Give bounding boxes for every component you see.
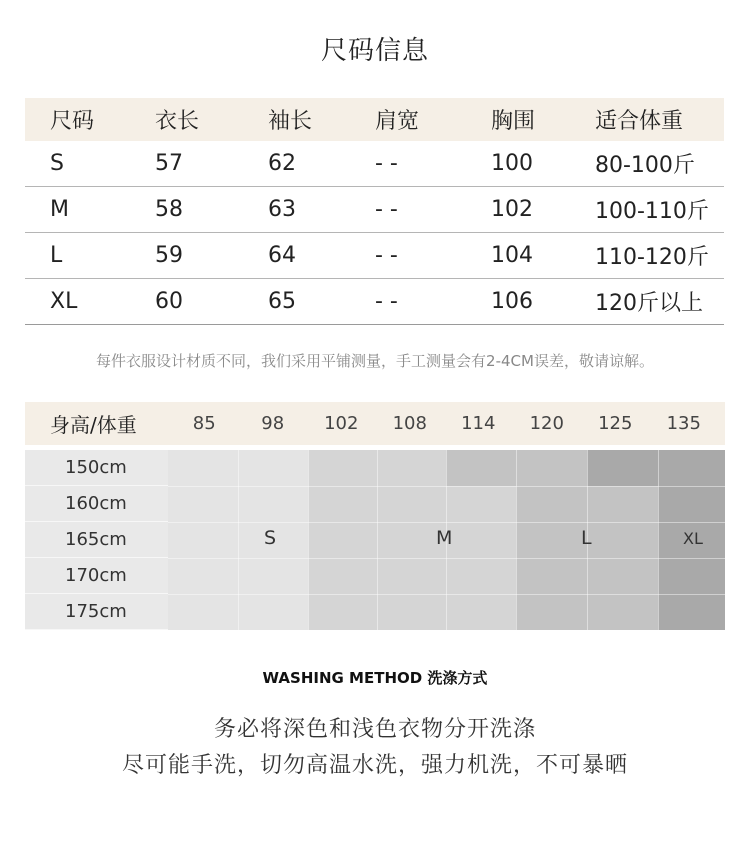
size-table [25,98,724,325]
shoulder-cell: - - [375,151,398,176]
weight-label: 135 [666,413,701,434]
size-cell: L [50,243,63,268]
size-cell: M [50,197,69,222]
header-cell: 肩宽 [375,109,420,134]
zone-label-l: L [581,527,592,549]
table-row [25,279,724,325]
grid-line [168,594,725,595]
grid-line [168,522,725,523]
zone-label-s: S [264,527,277,549]
weight-cell: 110-120斤 [595,245,709,270]
weight-cell: 120斤以上 [595,291,703,316]
shoulder-cell: - - [375,197,398,222]
fit-chart-header [25,402,725,445]
chest-cell: 102 [491,197,533,222]
length-cell: 59 [155,243,183,268]
weight-label: 85 [192,413,216,434]
grid-line [658,450,659,630]
size-cell: S [50,151,64,176]
table-row [25,233,724,279]
weight-label: 108 [392,413,427,434]
length-cell: 57 [155,151,183,176]
grid-line [168,486,725,487]
header-cell: 适合体重 [595,109,684,134]
length-cell: 58 [155,197,183,222]
grid-line [377,450,378,630]
table-row [25,187,724,233]
sleeve-cell: 62 [268,151,296,176]
weight-cell: 100-110斤 [595,199,709,224]
grid-line [308,450,309,630]
weight-label: 114 [461,413,496,434]
weight-label: 102 [324,413,359,434]
zone-label-xl: XL [683,529,703,548]
shoulder-cell: - - [375,289,398,314]
size-table-header [25,98,724,141]
height-label: 175cm [25,594,168,630]
washing-title: WASHING METHOD 洗涤方式 [262,669,488,687]
weight-cell: 80-100斤 [595,153,695,178]
weight-label: 125 [598,413,633,434]
grid-line [238,450,239,630]
sleeve-cell: 63 [268,197,296,222]
length-cell: 60 [155,289,183,314]
weight-label: 98 [261,413,285,434]
size-cell: XL [50,289,78,314]
header-cell: 袖长 [268,109,313,134]
height-label: 150cm [25,450,168,486]
sleeve-cell: 65 [268,289,296,314]
fit-chart-grid [25,450,725,630]
sleeve-cell: 64 [268,243,296,268]
washing-line: 尽可能手洗，切勿高温水洗，强力机洗，不可暴晒 [121,753,628,778]
chest-cell: 100 [491,151,533,176]
chest-cell: 104 [491,243,533,268]
shoulder-cell: - - [375,243,398,268]
header-cell: 尺码 [50,109,95,134]
size-zone-xl-top [587,450,658,486]
header-cell: 胸围 [491,109,536,134]
fit-chart [25,402,725,630]
height-label: 160cm [25,486,168,522]
chest-cell: 106 [491,289,533,314]
measurement-note: 每件衣服设计材质不同，我们采用平铺测量，手工测量会有2-4CM误差，敬请谅解。 [96,352,654,370]
height-label: 170cm [25,558,168,594]
height-weight-label: 身高/体重 [50,413,137,437]
page-title: 尺码信息 [320,36,429,66]
grid-line [168,558,725,559]
washing-line: 务必将深色和浅色衣物分开洗涤 [213,717,536,742]
weight-label: 120 [529,413,564,434]
height-label: 165cm [25,522,168,558]
zone-label-m: M [436,527,453,549]
height-column [25,450,168,630]
grid-line [516,450,517,630]
header-cell: 衣长 [155,109,200,134]
table-row [25,141,724,187]
